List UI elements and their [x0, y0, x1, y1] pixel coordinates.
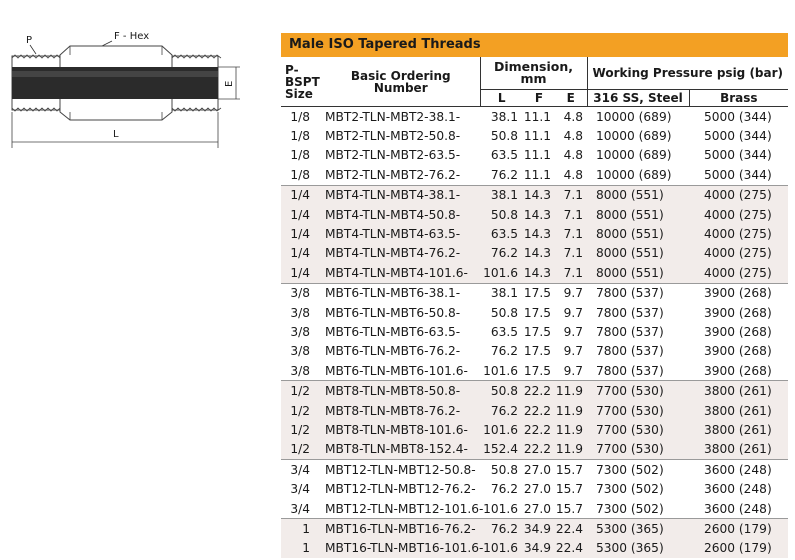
cell-f: 14.3 [523, 205, 555, 224]
header-l: L [480, 90, 523, 107]
cell-ordering-number: MBT4-TLN-MBT4-38.1- [322, 185, 480, 205]
cell-l: 50.8 [480, 205, 523, 224]
header-working-pressure: Working Pressure psig (bar) [587, 57, 788, 90]
cell-ordering-number: MBT6-TLN-MBT6-38.1- [322, 283, 480, 303]
cell-f: 27.0 [523, 501, 551, 516]
cell-f: 17.5 [523, 363, 551, 378]
cell-ordering-number: MBT8-TLN-MBT8-101.6- [322, 420, 480, 439]
cell-ordering-number: MBT4-TLN-MBT4-63.5- [322, 224, 480, 243]
cell-l: 50.8 [490, 129, 518, 144]
cell-ss-steel: 7800 (537) [596, 363, 664, 378]
header-size: P-BSPT Size [281, 57, 322, 107]
cell-f: 17.5 [523, 324, 551, 339]
cell-brass: 5000 (344) [704, 167, 772, 182]
table-title: Male ISO Tapered Threads [281, 33, 788, 57]
cell-size: 3/8 [290, 344, 310, 359]
table-row [281, 283, 788, 303]
label-l: L [113, 129, 119, 140]
table-row [281, 499, 788, 519]
cell-ss-steel: 8000 (551) [587, 185, 689, 205]
cell-ss-steel: 8000 (551) [587, 263, 689, 283]
cell-size: 1 [281, 539, 322, 558]
cell-brass: 5000 (344) [704, 129, 772, 144]
cell-ss-steel: 8000 (551) [587, 244, 689, 263]
table-row [281, 460, 788, 480]
cell-f: 17.5 [523, 283, 555, 303]
cell-brass: 3600 (248) [704, 501, 772, 516]
cell-ordering-number: MBT6-TLN-MBT6-63.5- [325, 324, 461, 339]
cell-size: 3/8 [290, 324, 310, 339]
cell-ss-steel: 7800 (537) [596, 305, 664, 320]
cell-l: 76.2 [480, 401, 523, 420]
cell-size: 1/8 [290, 129, 310, 144]
cell-brass: 4000 (275) [689, 263, 788, 283]
cell-ordering-number: MBT2-TLN-MBT2-76.2- [325, 167, 461, 182]
cell-f: 22.2 [523, 381, 555, 401]
cell-ordering-number: MBT6-TLN-MBT6-101.6- [325, 363, 468, 378]
cell-brass: 2600 (179) [689, 519, 788, 539]
table-row [281, 146, 788, 165]
cell-f: 14.3 [523, 224, 555, 243]
cell-f: 11.1 [523, 148, 551, 163]
table-row [281, 479, 788, 498]
cell-e: 11.9 [555, 440, 587, 460]
cell-size: 1/2 [281, 381, 322, 401]
cell-l: 101.6 [480, 539, 523, 558]
ordering-table [281, 33, 788, 558]
cell-e: 15.7 [555, 460, 587, 480]
cell-brass: 4000 (275) [689, 205, 788, 224]
cell-size: 1 [281, 519, 322, 539]
fitting-diagram [0, 0, 270, 150]
cell-l: 38.1 [480, 283, 523, 303]
cell-f: 27.0 [523, 482, 551, 497]
cell-f: 27.0 [523, 460, 555, 480]
table-row [281, 539, 788, 558]
cell-f: 17.5 [523, 344, 551, 359]
cell-size: 1/8 [290, 109, 310, 124]
cell-ss-steel: 10000 (689) [596, 148, 672, 163]
cell-size: 1/2 [281, 401, 322, 420]
cell-size: 3/8 [290, 363, 310, 378]
cell-size: 1/4 [281, 263, 322, 283]
cell-size: 1/8 [290, 167, 310, 182]
cell-e: 7.1 [555, 205, 587, 224]
cell-ss-steel: 10000 (689) [596, 129, 672, 144]
cell-e: 9.7 [563, 324, 584, 339]
cell-l: 76.2 [490, 482, 518, 497]
cell-l: 38.1 [480, 185, 523, 205]
table-row [281, 107, 788, 127]
cell-e: 7.1 [555, 244, 587, 263]
cell-ss-steel: 7700 (530) [587, 381, 689, 401]
cell-ordering-number: MBT2-TLN-MBT2-38.1- [325, 109, 461, 124]
cell-brass: 3800 (261) [689, 401, 788, 420]
cell-brass: 3900 (268) [704, 305, 772, 320]
cell-ss-steel: 10000 (689) [596, 167, 672, 182]
cell-ordering-number: MBT12-TLN-MBT12-101.6- [325, 501, 484, 516]
cell-ordering-number: MBT12-TLN-MBT12-76.2- [325, 482, 476, 497]
cell-f: 14.3 [523, 244, 555, 263]
cell-ordering-number: MBT8-TLN-MBT8-152.4- [322, 440, 480, 460]
cell-brass: 3600 (248) [704, 482, 772, 497]
cell-e: 22.4 [555, 519, 587, 539]
cell-size: 1/4 [281, 185, 322, 205]
cell-l: 63.5 [480, 224, 523, 243]
cell-f: 22.2 [523, 420, 555, 439]
table-row [281, 165, 788, 185]
cell-l: 101.6 [480, 263, 523, 283]
cell-e: 9.7 [563, 363, 584, 378]
cell-size: 3/4 [281, 460, 322, 480]
cell-ss-steel: 7800 (537) [596, 324, 664, 339]
cell-brass: 5000 (344) [704, 109, 772, 124]
cell-brass: 3900 (268) [704, 344, 772, 359]
cell-brass: 4000 (275) [689, 224, 788, 243]
cell-f: 22.2 [523, 440, 555, 460]
cell-ss-steel: 7800 (537) [596, 344, 664, 359]
header-ordering-number: Basic Ordering Number [322, 57, 480, 107]
cell-ordering-number: MBT6-TLN-MBT6-50.8- [325, 305, 461, 320]
cell-e: 11.9 [555, 401, 587, 420]
cell-ordering-number: MBT4-TLN-MBT4-101.6- [322, 263, 480, 283]
cell-l: 50.8 [480, 460, 523, 480]
cell-ordering-number: MBT8-TLN-MBT8-76.2- [322, 401, 480, 420]
cell-e: 4.8 [563, 129, 584, 144]
cell-ss-steel: 7700 (530) [587, 401, 689, 420]
cell-ss-steel: 5300 (365) [587, 539, 689, 558]
cell-size: 3/4 [290, 501, 310, 516]
cell-brass: 3900 (268) [704, 363, 772, 378]
table-row [281, 185, 788, 205]
label-e: E [224, 80, 235, 87]
table-row [281, 401, 788, 420]
cell-ordering-number: MBT6-TLN-MBT6-76.2- [325, 344, 461, 359]
cell-size: 1/4 [281, 244, 322, 263]
cell-ss-steel: 8000 (551) [587, 224, 689, 243]
table-row [281, 342, 788, 361]
cell-brass: 4000 (275) [689, 244, 788, 263]
cell-l: 152.4 [480, 440, 523, 460]
label-p: P [26, 35, 33, 46]
table-row [281, 205, 788, 224]
cell-f: 34.9 [523, 519, 555, 539]
cell-ss-steel: 7300 (502) [587, 460, 689, 480]
cell-e: 11.9 [555, 381, 587, 401]
cell-ordering-number: MBT4-TLN-MBT4-76.2- [322, 244, 480, 263]
cell-f: 11.1 [523, 167, 551, 182]
cell-size: 1/4 [281, 224, 322, 243]
cell-l: 101.6 [483, 501, 518, 516]
cell-l: 63.5 [490, 324, 518, 339]
table-row [281, 322, 788, 341]
cell-ordering-number: MBT16-TLN-MBT16-76.2- [322, 519, 480, 539]
cell-l: 76.2 [480, 519, 523, 539]
cell-size: 1/2 [281, 420, 322, 439]
header-e: E [555, 90, 587, 107]
cell-l: 101.6 [480, 420, 523, 439]
cell-ordering-number: MBT12-TLN-MBT12-50.8- [322, 460, 480, 480]
cell-f: 17.5 [523, 305, 551, 320]
table-row [281, 361, 788, 381]
cell-f: 34.9 [523, 539, 555, 558]
cell-brass: 2600 (179) [689, 539, 788, 558]
cell-ordering-number: MBT2-TLN-MBT2-50.8- [325, 129, 461, 144]
cell-brass: 3800 (261) [689, 420, 788, 439]
cell-l: 101.6 [483, 363, 518, 378]
cell-ordering-number: MBT16-TLN-MBT16-101.6- [322, 539, 480, 558]
cell-brass: 3800 (261) [689, 381, 788, 401]
spec-table [281, 57, 788, 558]
cell-ss-steel: 7800 (537) [587, 283, 689, 303]
cell-e: 22.4 [555, 539, 587, 558]
cell-e: 4.8 [563, 109, 584, 124]
cell-f: 11.1 [523, 129, 551, 144]
cell-e: 9.7 [563, 305, 584, 320]
cell-e: 4.8 [563, 167, 584, 182]
cell-e: 7.1 [555, 224, 587, 243]
cell-l: 76.2 [480, 244, 523, 263]
cell-e: 7.1 [555, 185, 587, 205]
cell-e: 11.9 [555, 420, 587, 439]
cell-ordering-number: MBT4-TLN-MBT4-50.8- [322, 205, 480, 224]
header-brass: Brass [689, 90, 788, 107]
cell-ss-steel: 7700 (530) [587, 440, 689, 460]
cell-ss-steel: 10000 (689) [596, 109, 672, 124]
cell-e: 15.7 [555, 501, 584, 516]
table-row [281, 224, 788, 243]
cell-e: 9.7 [555, 283, 587, 303]
table-row [281, 244, 788, 263]
cell-size: 1/2 [281, 440, 322, 460]
header-f: F [523, 90, 555, 107]
cell-ss-steel: 7700 (530) [587, 420, 689, 439]
table-row [281, 381, 788, 401]
table-row [281, 303, 788, 322]
cell-l: 76.2 [490, 344, 518, 359]
cell-f: 22.2 [523, 401, 555, 420]
cell-l: 76.2 [490, 167, 518, 182]
cell-size: 3/8 [290, 305, 310, 320]
cell-l: 50.8 [480, 381, 523, 401]
table-row [281, 420, 788, 439]
cell-size: 3/4 [290, 482, 310, 497]
cell-size: 1/4 [281, 205, 322, 224]
label-f-hex: F - Hex [114, 31, 150, 42]
cell-ss-steel: 7300 (502) [596, 501, 664, 516]
cell-brass: 3800 (261) [689, 440, 788, 460]
cell-size: 3/8 [281, 283, 322, 303]
cell-brass: 3900 (268) [704, 324, 772, 339]
header-ss-steel: 316 SS, Steel [587, 90, 689, 107]
cell-f: 14.3 [523, 185, 555, 205]
cell-brass: 5000 (344) [704, 148, 772, 163]
cell-f: 11.1 [523, 109, 551, 124]
cell-ss-steel: 5300 (365) [587, 519, 689, 539]
cell-l: 50.8 [490, 305, 518, 320]
cell-ss-steel: 7300 (502) [596, 482, 664, 497]
cell-l: 63.5 [490, 148, 518, 163]
cell-f: 14.3 [523, 263, 555, 283]
header-dimension: Dimension, mm [480, 57, 587, 90]
cell-e: 15.7 [555, 482, 584, 497]
cell-size: 1/8 [290, 148, 310, 163]
cell-brass: 3600 (248) [689, 460, 788, 480]
table-row [281, 519, 788, 539]
cell-brass: 3900 (268) [689, 283, 788, 303]
cell-brass: 4000 (275) [689, 185, 788, 205]
cell-ss-steel: 8000 (551) [587, 205, 689, 224]
table-row [281, 126, 788, 145]
cell-e: 4.8 [563, 148, 584, 163]
table-row [281, 440, 788, 460]
cell-e: 9.7 [563, 344, 584, 359]
table-row [281, 263, 788, 283]
cell-l: 38.1 [490, 109, 518, 124]
cell-ordering-number: MBT2-TLN-MBT2-63.5- [325, 148, 461, 163]
cell-ordering-number: MBT8-TLN-MBT8-50.8- [322, 381, 480, 401]
cell-e: 7.1 [555, 263, 587, 283]
